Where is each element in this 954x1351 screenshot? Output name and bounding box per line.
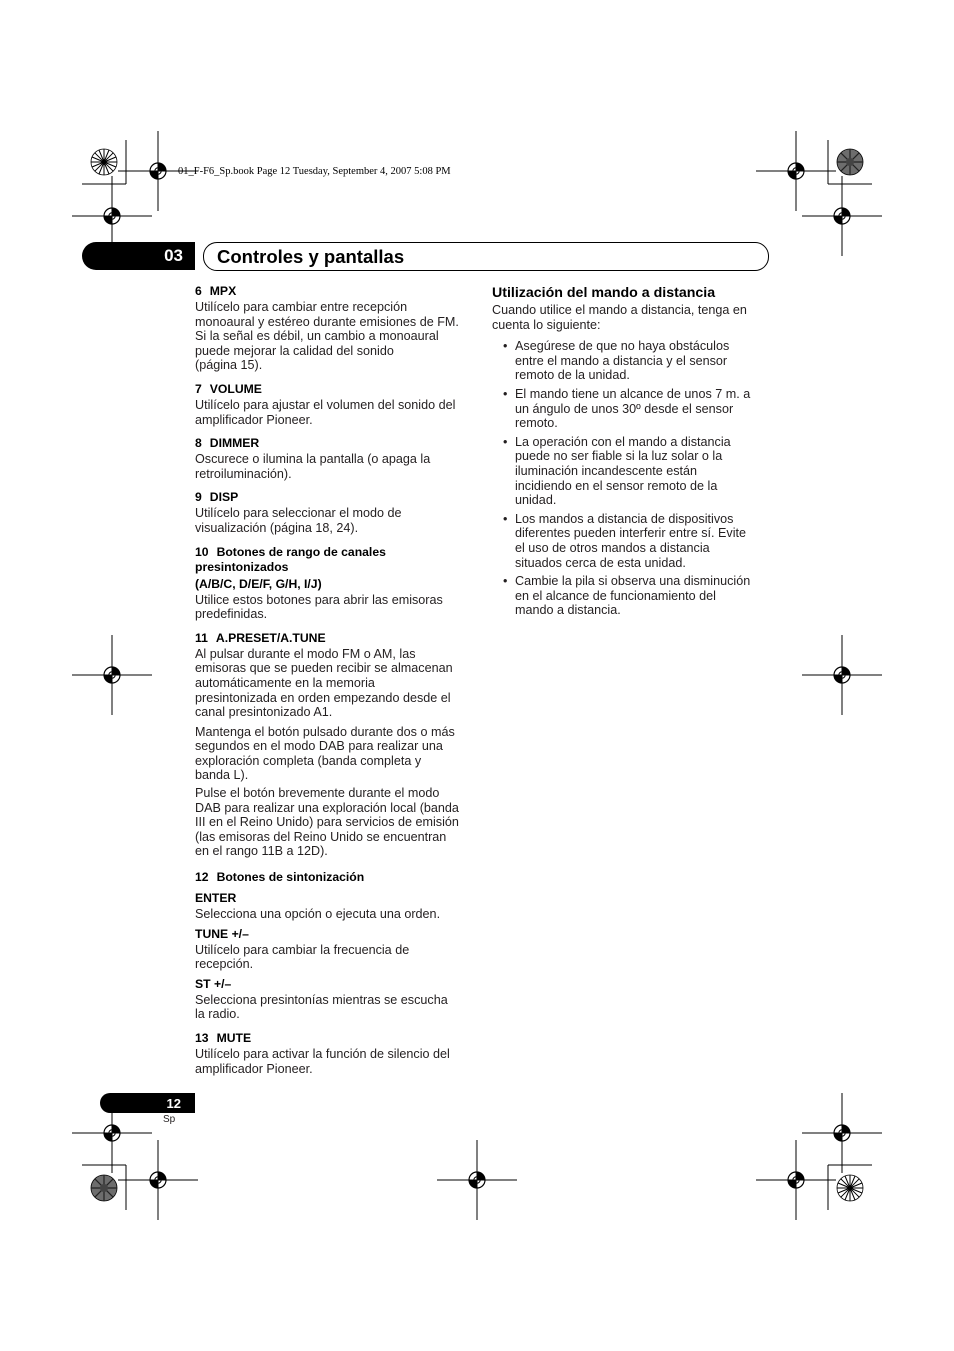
section-heading [195,1031,473,1046]
section-text: Mantenga el botón pulsado durante dos o más segundos en el modo DAB para realizar una exploración completa (banda completa y banda L). [195,724,455,783]
section-title: DIMMER [209,436,260,451]
list-item [492,435,772,508]
list-item [492,339,772,383]
section-heading [195,490,473,505]
section-text: Selecciona una opción o ejecuta una orden. [195,907,441,922]
left-column [195,284,473,1076]
list-item-text: Cambie la pila si observa una disminución en el alcance de funcionamiento del mando a distancia. [515,574,751,618]
section-number: 13 [195,1031,209,1045]
list-item-text: El mando tiene un alcance de unos 7 m. a un ángulo de unos 30º desde el sensor remoto. [515,386,751,431]
list-item-text: Asegúrese de que no haya obstáculos entre el mando a distancia y el sensor remoto de la unidad. [515,339,730,383]
section-number: 8 [195,436,202,451]
chapter-number-tab [82,242,195,270]
bullet-icon: • [503,339,508,354]
list-item [492,574,772,618]
section-mpx [195,284,473,373]
section-volume [195,382,473,427]
section-heading [195,631,473,646]
bullet-icon: • [503,574,508,589]
chapter-number: 03 [164,246,183,265]
section-text: Utilícelo para ajustar el volumen del sonido del amplificador Pioneer. [195,397,456,427]
subheading-st: ST +/– [195,976,232,991]
section-title: VOLUME [209,381,262,396]
right-column [492,285,772,622]
section-text: Utilícelo para seleccionar el modo de visualización (página 18, 24). [195,506,402,535]
section-text: Utilice estos botones para abrir las emisoras predefinidas. [195,592,443,622]
section-text: Utilícelo para cambiar la frecuencia de recepción. [195,942,410,972]
section-number: 9 [195,490,202,505]
section-tuning-buttons [195,870,473,1022]
section-heading [195,284,473,299]
print-slug-line: 01_F-F6_Sp.book Page 12 Tuesday, September 4, 2007 5:08 PM [178,166,451,177]
remote-usage-intro: Cuando utilice el mando a distancia, tenga en cuenta lo siguiente: [492,303,747,332]
page-number: 12 [166,1095,181,1111]
section-number: 10 [195,544,209,559]
section-number: 11 [195,630,208,645]
section-title: Botones de sintonización [216,870,365,885]
chapter-title-box [203,242,769,271]
bullet-icon: • [503,434,508,449]
list-item [492,512,772,570]
list-item-text: Los mandos a distancia de dispositivos diferentes pueden interferir entre sí. Evite el uso de otros mandos a distancia situados cerca de esta unidad. [515,511,747,570]
section-number: 7 [195,381,202,396]
section-text: Pulse el botón brevemente durante el modo DAB para realizar una exploración local (banda III en el Reino Unido) para servicios de emisión (las emisoras del Reino Unido se encuentran en el rango 11B a 12D). [195,786,459,859]
list-item [492,387,772,431]
section-mute [195,1031,473,1076]
section-disp [195,490,473,535]
section-text: Oscurece o ilumina la pantalla (o apaga la retroiluminación). [195,452,431,481]
section-heading [195,870,473,885]
bullet-icon: • [503,386,508,401]
section-title: DISP [209,490,239,505]
section-title-line3: (A/B/C, D/E/F, G/H, I/J) [195,576,322,591]
section-text: Utilícelo para activar la función de silencio del amplificador Pioneer. [195,1047,450,1076]
section-apreset-atune [195,631,473,859]
section-title: Botones de rango de canales [216,544,386,559]
subheading-enter: ENTER [195,891,237,906]
remote-usage-heading: Utilización del mando a distancia [492,285,716,301]
section-title: A.PRESET/A.TUNE [215,630,326,645]
section-number: 6 [195,284,202,298]
page-number-badge [100,1093,195,1113]
page-language-code: Sp [163,1114,176,1125]
section-text: Selecciona presintonías mientras se escucha la radio. [195,992,448,1022]
section-text: Al pulsar durante el modo FM o AM, las emisoras que se pueden recibir se almacenan automáticamente en la memoria presintonizada en orden empezando desde el canal presintonizado A1. [195,646,453,720]
list-item-text: La operación con el mando a distancia puede no ser fiable si la luz solar o la iluminación incandescente están incidiendo en el sensor remoto de la unidad. [515,434,731,508]
bullet-icon: • [503,511,508,526]
section-preset-range-buttons [195,545,473,622]
section-heading [195,382,473,397]
section-title-line2: presintonizados [195,559,289,574]
section-number: 12 [195,870,209,885]
section-dimmer [195,436,473,481]
section-heading [195,436,473,451]
section-title: MUTE [216,1031,252,1045]
section-heading [195,545,473,560]
subheading-tune: TUNE +/– [195,926,249,941]
chapter-title: Controles y pantallas [217,245,405,267]
section-title: MPX [209,284,237,298]
section-text: Utilícelo para cambiar entre recepción monoaural y estéreo durante emisiones de FM. Si la señal es débil, un cambio a monoaural puede mejorar la calidad del sonido (página 15). [195,300,459,373]
remote-usage-list [492,339,772,618]
